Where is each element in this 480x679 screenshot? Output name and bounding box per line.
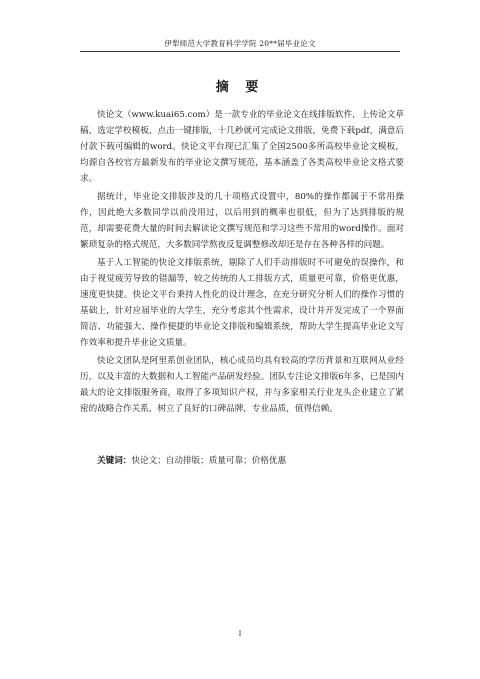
running-header: 伊犁师范大学教育科学学院 20**届毕业论文 (164, 39, 316, 48)
abstract-paragraph-3: 基于人工智能的快论文排版系统，剔除了人们手动排版时不可避免的误操作，和由于视觉疲劳导致的错漏等，较之传统的人工排版方式，质量更可靠，价格更优惠，速度更快捷。快论文平台秉持人性化的设计理念，在充分研究分析人们的操作习惯的基础上，针对应届毕业的大学生，充分考虑其个性需求，设计并开发完成了一个界面简洁、功能强大、操作便捷的毕业论文排版和编辑系统，帮助大学生提高毕业论文写作效率和提升毕业论文质量。 (80, 258, 404, 348)
abstract-body (80, 107, 404, 419)
keywords-label: 关键词： (97, 456, 132, 466)
abstract-paragraph-2: 据统计，毕业论文排版涉及的几十项格式设置中，80%的操作都属于不常用操作，因此绝大多数同学以前没用过，以后用到的概率也很低，但为了达到排版的规范，却需要花费大量的时间去解读论文撰写规范和学习这些不常用的word操作。面对繁琐复杂的格式规范，大多数同学熬夜反复调整修改却还是存在各种各样的问题。 (80, 192, 404, 250)
abstract-title: 摘 要 (215, 80, 265, 95)
keywords-value: 快论文；自动排版；质量可靠；价格优惠 (131, 456, 287, 466)
abstract-paragraph-4: 快论文团队是阿里系创业团队，核心成员均具有较高的学历背景和互联网从业经历，以及丰富的大数据和人工智能产品研发经验。团队专注论文排版6年多，已是国内最大的论文排版服务商，取得了多项知识产权，并与多家相关行业龙头企业建立了紧密的战略合作关系，树立了良好的口碑品牌，专业品质，值得信赖。 (80, 356, 404, 414)
page-number: I (238, 630, 242, 638)
keywords-line (97, 453, 397, 469)
header-rule (80, 51, 400, 52)
abstract-paragraph-1: 快论文（www.kuai65.com）是一款专业的毕业论文在线排版软件，上传论文草稿，选定学校模板，点击一键排版，十几秒就可完成论文排版，免费下载pdf，满意后付款下载可编辑的word。快论文平台现已汇集了全国2500多所高校毕业论文模板，均源自各校官方最新发布的毕业论文撰写规范，基本涵盖了各类高校毕业论文格式要求。 (80, 110, 404, 184)
